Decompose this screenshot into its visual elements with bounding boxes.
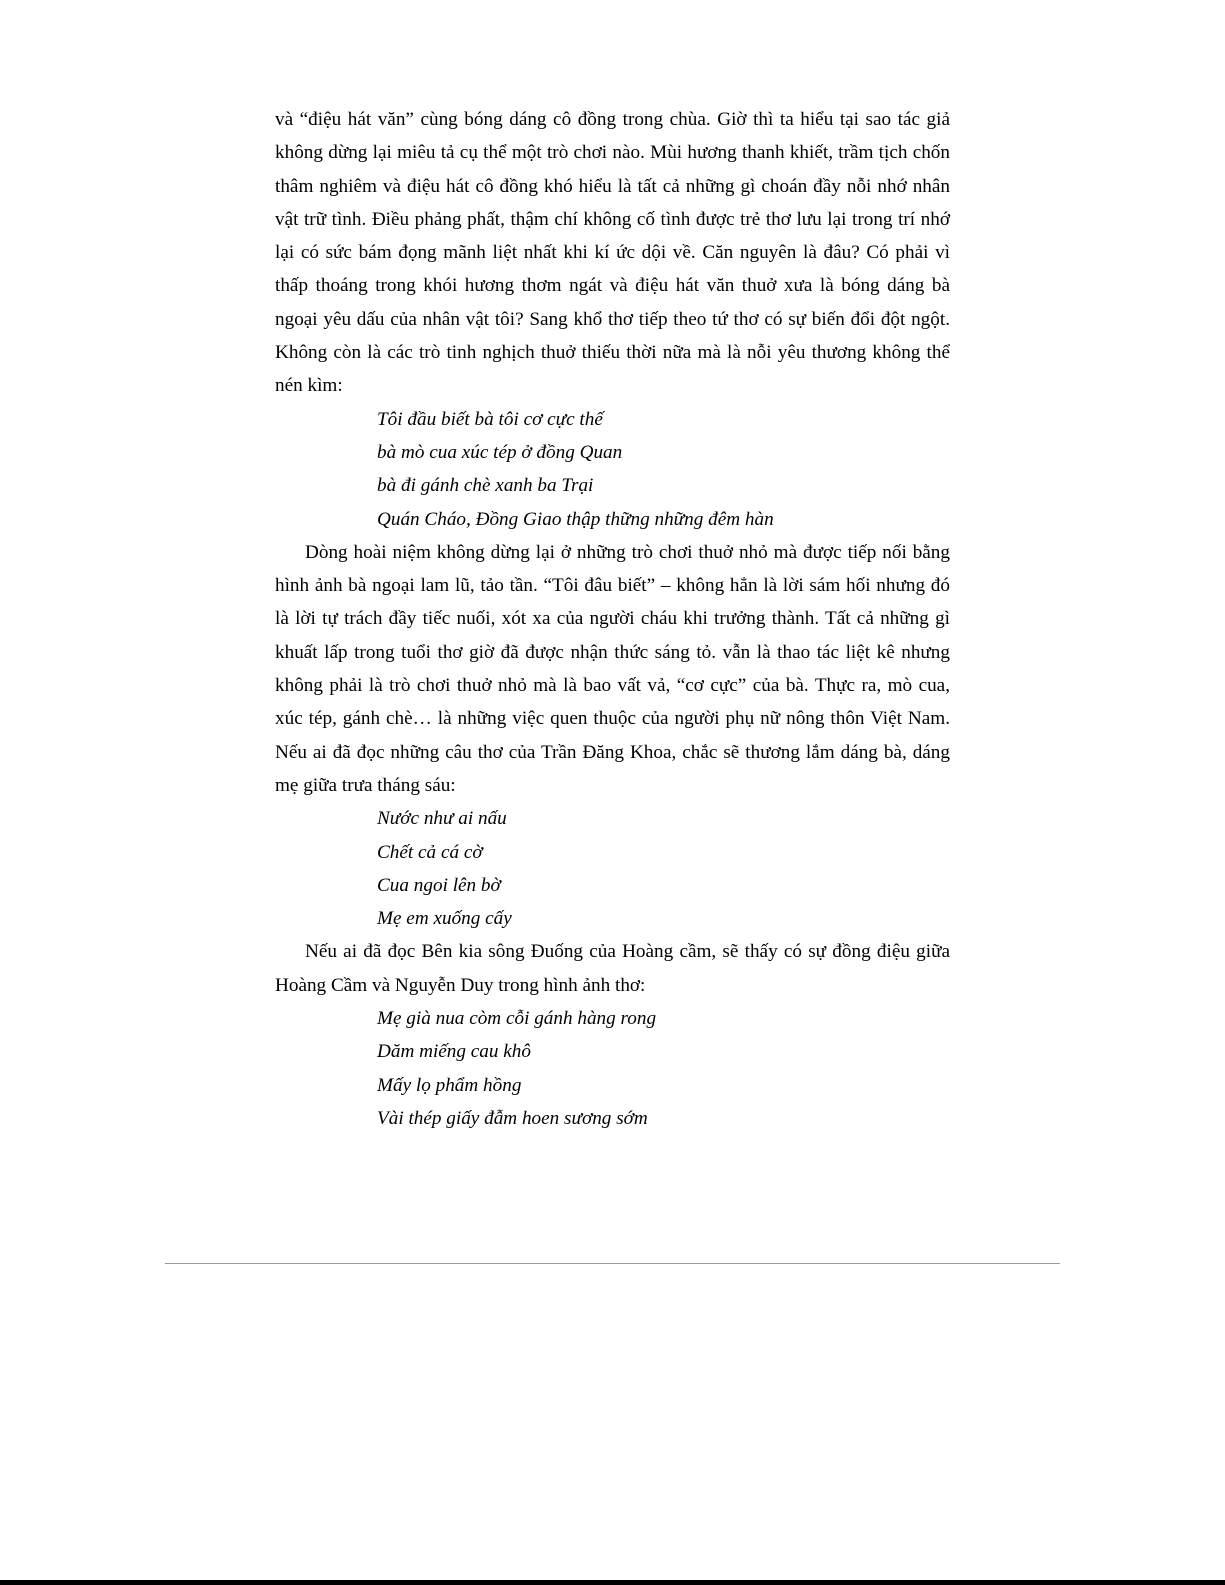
verse-line: Vài thép giấy đẫm hoen sương sớm [377,1107,648,1129]
verse-line: Mấy lọ phẩm hồng [377,1074,522,1096]
verse-line: Mẹ em xuống cấy [377,908,512,930]
document-body [275,103,950,1135]
verse-line: Mẹ già nua còm cỗi gánh hàng rong [377,1008,657,1030]
poem-excerpt [377,802,950,935]
verse-line: bà đi gánh chè xanh ba Trại [377,475,594,497]
paragraph: Dòng hoài niệm không dừng lại ở những trò chơi thuở nhỏ mà được tiếp nối bằng hình ảnh bà ngoại lam lũ, tảo tần. “Tôi đâu biết” – không hẳn là lời sám hối nhưng đó là lời tự trách đầy tiếc nuối, xót xa của người cháu khi trưởng thành. Tất cả những gì khuất lấp trong tuổi thơ giờ đã được nhận thức sáng tỏ. vẫn là thao tác liệt kê nhưng không phải là trò chơi thuở nhỏ mà là bao vất vả, “cơ cực” của bà. Thực ra, mò cua, xúc tép, gánh chè… là những việc quen thuộc của người phụ nữ nông thôn Việt Nam. Nếu ai đã đọc những câu thơ của Trần Đăng Khoa, chắc sẽ thương lắm dáng bà, dáng mẹ giữa trưa tháng sáu: [275,541,950,796]
page-bottom-edge [0,1580,1225,1585]
verse-line: Nước như ai nấu [377,808,507,830]
verse-line: bà mò cua xúc tép ở đồng Quan [377,441,623,463]
verse-line: Tôi đầu biết bà tôi cơ cực thế [377,408,603,430]
verse-line: Quán Cháo, Đồng Giao thập thững những đêm hàn [377,508,774,530]
footer-divider [165,1263,1060,1264]
paragraph: và “điệu hát văn” cùng bóng dáng cô đồng trong chùa. Giờ thì ta hiểu tại sao tác giả không dừng lại miêu tả cụ thể một trò chơi nào. Mùi hương thanh khiết, trầm tịch chốn thâm nghiêm và điệu hát cô đồng khó hiểu là tất cả những gì choán đầy nỗi nhớ nhân vật trữ tình. Điều phảng phất, thậm chí không cố tình được trẻ thơ lưu lại trong trí nhớ lại có sức bám đọng mãnh liệt nhất khi kí ức dội về. Căn nguyên là đâu? Có phải vì thấp thoáng trong khói hương thơm ngát và điệu hát văn thuở xưa là bóng dáng bà ngoại yêu dấu của nhân vật tôi? Sang khổ thơ tiếp theo tứ thơ có sự biến đổi đột ngột. Không còn là các trò tinh nghịch thuở thiếu thời nữa mà là nỗi yêu thương không thể nén kìm: [275,109,950,397]
verse-line: Dăm miếng cau khô [377,1041,531,1063]
poem-excerpt [377,403,950,536]
verse-line: Chết cả cá cờ [377,841,483,863]
poem-excerpt [377,1002,950,1135]
paragraph: Nếu ai đã đọc Bên kia sông Đuống của Hoàng cầm, sẽ thấy có sự đồng điệu giữa Hoàng Cầm và Nguyễn Duy trong hình ảnh thơ: [275,941,950,996]
verse-line: Cua ngoi lên bờ [377,874,501,896]
